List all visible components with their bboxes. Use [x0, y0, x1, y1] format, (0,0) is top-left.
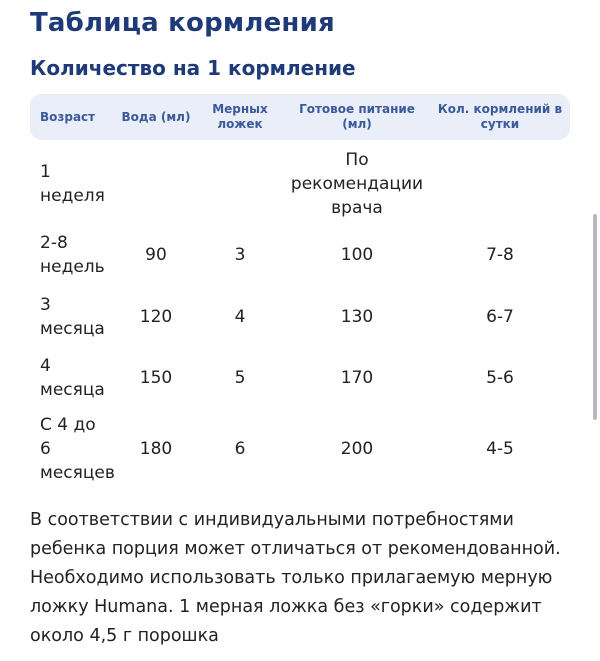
- cell-water: 180: [139, 439, 173, 459]
- cell-water: 90: [145, 245, 167, 265]
- cell-feedings: 4-5: [486, 439, 514, 459]
- cell-scoops: 5: [234, 367, 246, 388]
- cell-water: [118, 144, 194, 224]
- cell-age-text: 2-8 недель: [40, 233, 105, 277]
- cell-scoops: 6: [234, 439, 246, 459]
- header-age: Возраст: [40, 109, 96, 124]
- cell-scoops: 4: [234, 306, 246, 327]
- cell-ready-food: 200: [340, 439, 374, 459]
- cell-age: [40, 224, 128, 286]
- page-title: Таблица кормления: [30, 8, 335, 38]
- scrollbar[interactable]: [593, 214, 597, 420]
- table-row: [30, 286, 570, 347]
- cell-feedings: 6-7: [486, 306, 514, 327]
- cell-age: [40, 347, 128, 408]
- table-row: [30, 347, 570, 408]
- cell-scoops: [200, 144, 280, 224]
- header-scoops: Мерных ложек: [212, 102, 268, 131]
- cell-age-text: 1 неделя: [40, 162, 105, 206]
- table-row: [30, 408, 570, 490]
- cell-age-text: 3 месяца: [40, 294, 105, 339]
- cell-water: 150: [139, 367, 173, 388]
- table-header: [30, 94, 570, 140]
- cell-ready-food: 170: [340, 367, 374, 388]
- cell-ready-food: 130: [340, 306, 374, 327]
- cell-ready-food: По рекомендации врача: [290, 150, 424, 218]
- table-row: [30, 224, 570, 286]
- cell-feedings: [430, 144, 570, 224]
- header-ready-food: Готовое питание (мл): [299, 102, 415, 131]
- cell-feedings: 7-8: [486, 245, 514, 265]
- table-row: [30, 144, 570, 224]
- cell-scoops: 3: [234, 245, 246, 265]
- header-water: Вода (мл): [121, 109, 191, 124]
- feeding-table: [30, 94, 570, 483]
- cell-feedings: 5-6: [486, 367, 514, 388]
- section-title: Количество на 1 кормление: [30, 56, 356, 80]
- cell-water: 120: [139, 306, 173, 327]
- cell-age: [40, 408, 128, 490]
- cell-age-text: 4 месяца: [40, 355, 105, 400]
- cell-ready-food: 100: [340, 245, 374, 265]
- cell-age-text: С 4 до 6 месяцев: [40, 415, 115, 483]
- header-feedings: Кол. кормлений в сутки: [437, 102, 563, 131]
- cell-age: [40, 286, 128, 347]
- cell-age: [40, 144, 128, 224]
- usage-note: В соответствии с индивидуальными потребностями ребенка порция может отличаться от рекомендованной. Необходимо использовать только прилагаемую мерную ложку Humana. 1 мерная ложка без «горки» содержит около 4,5 г порошка: [30, 510, 561, 646]
